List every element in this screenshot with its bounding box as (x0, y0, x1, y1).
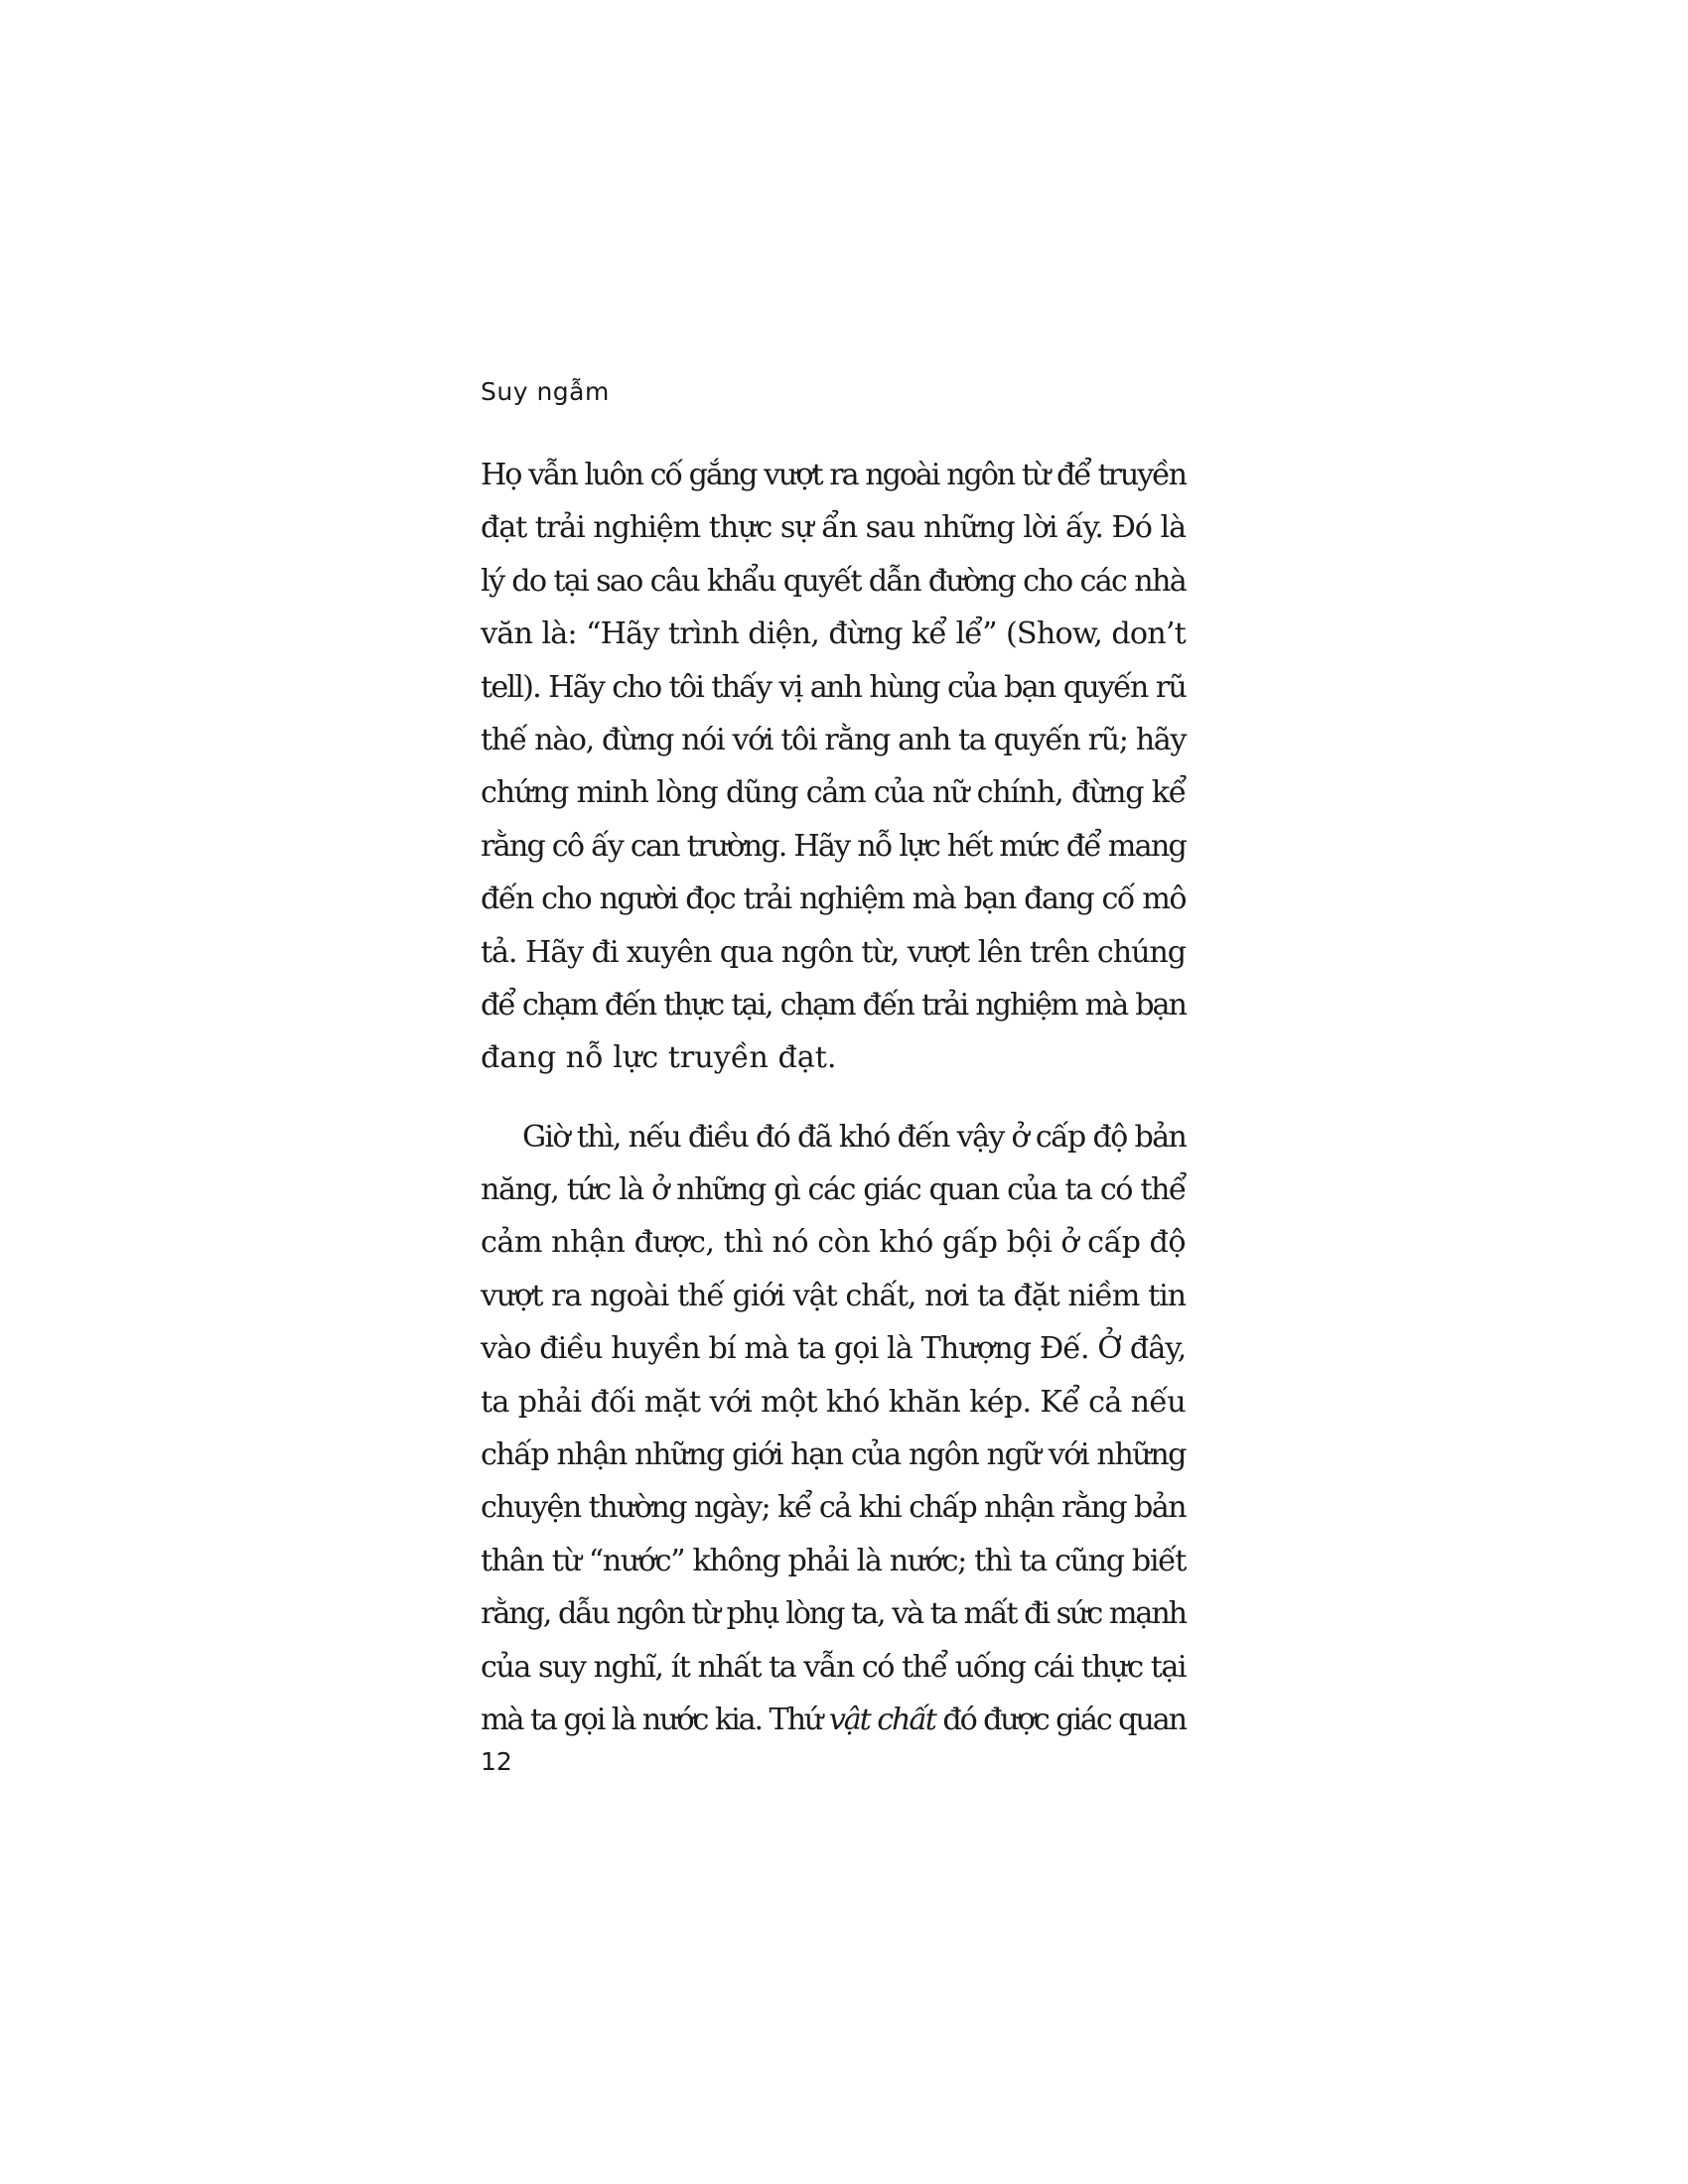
text-line: chứng minh lòng dũng cảm của nữ chính, đừng kể (481, 775, 1186, 811)
page-number: 12 (481, 1747, 512, 1776)
text-line: đang nỗ lực truyền đạt. (481, 1040, 837, 1076)
text-line: cảm nhận được, thì nó còn khó gấp bội ở cấp độ (481, 1225, 1186, 1261)
text-line: chuyện thường ngày; kể cả khi chấp nhận rằng bản (481, 1490, 1186, 1526)
text-line: Họ vẫn luôn cố gắng vượt ra ngoài ngôn từ để truyền (481, 458, 1186, 492)
text-line-with-emphasis (481, 1694, 1186, 1746)
emphasis-text: vật chất (828, 1702, 935, 1737)
paragraph-spacer (481, 1085, 1186, 1111)
text-line: lý do tại sao câu khẩu quyết dẫn đường cho các nhà (481, 563, 1186, 599)
text-line: tả. Hãy đi xuyên qua ngôn từ, vượt lên trên chúng (481, 934, 1186, 970)
text-line: vào điều huyền bí mà ta gọi là Thượng Đế. Ở đây, (481, 1331, 1187, 1367)
line-text-after: đó được giác quan (934, 1702, 1186, 1737)
text-line: để chạm đến thực tại, chạm đến trải nghiệm mà bạn (481, 987, 1186, 1023)
body-text (481, 449, 1186, 1746)
running-header: Suy ngẫm (481, 377, 610, 406)
text-line: năng, tức là ở những gì các giác quan của ta có thể (481, 1172, 1186, 1208)
text-line: thế nào, đừng nói với tôi rằng anh ta quyến rũ; hãy (481, 722, 1186, 757)
text-line: văn là: “Hãy trình diện, đừng kể lể” (Show, don’t (481, 616, 1186, 652)
text-line: thân từ “nước” không phải là nước; thì ta cũng biết (481, 1543, 1186, 1578)
text-line: Giờ thì, nếu điều đó đã khó đến vậy ở cấp độ bản (522, 1119, 1187, 1155)
text-line: của suy nghĩ, ít nhất ta vẫn có thể uống cái thực tại (481, 1649, 1187, 1685)
paragraph-1 (481, 449, 1186, 1085)
line-text-before: mà ta gọi là nước kia. Thứ (481, 1702, 829, 1737)
text-line: rằng, dẫu ngôn từ phụ lòng ta, và ta mất đi sức mạnh (481, 1596, 1186, 1632)
text-line: vượt ra ngoài thế giới vật chất, nơi ta đặt niềm tin (481, 1278, 1186, 1313)
text-line: đạt trải nghiệm thực sự ẩn sau những lời ấy. Đó là (481, 510, 1186, 546)
text-line: rằng cô ấy can trường. Hãy nỗ lực hết mức để mang (481, 828, 1186, 864)
text-line: chấp nhận những giới hạn của ngôn ngữ với những (481, 1437, 1186, 1473)
text-line: tell). Hãy cho tôi thấy vị anh hùng của bạn quyến rũ (481, 669, 1186, 705)
text-line: đến cho người đọc trải nghiệm mà bạn đang cố mô (481, 882, 1186, 917)
text-line: ta phải đối mặt với một khó khăn kép. Kể cả nếu (481, 1384, 1186, 1420)
paragraph-2 (481, 1111, 1186, 1747)
